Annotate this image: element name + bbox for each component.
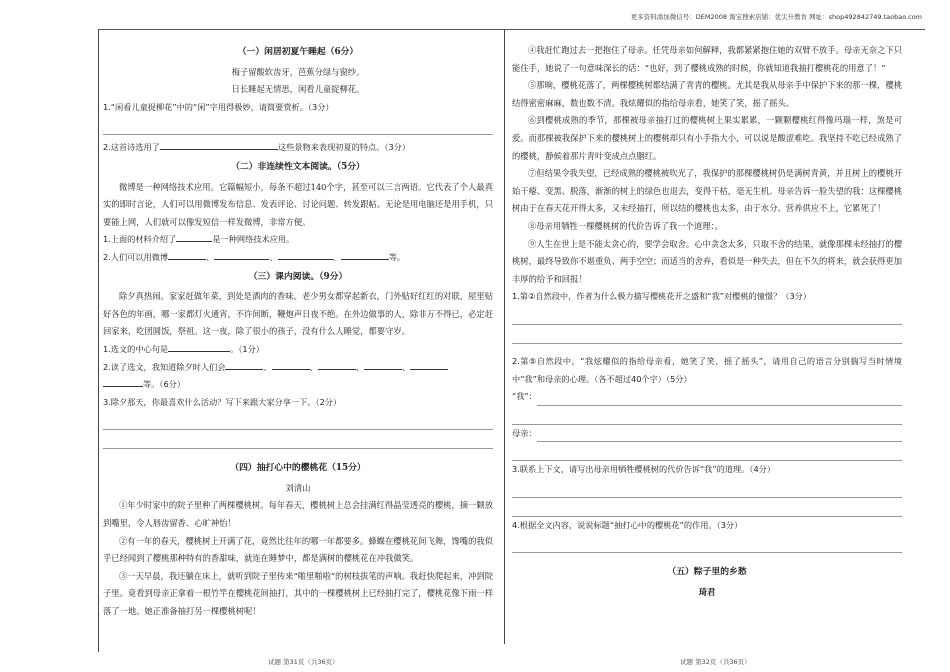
left-column [103,42,493,621]
answer-blank[interactable] [176,231,212,242]
question: 2.读了选文，我知道除夕时人们会 、 、 、 、 等。（6分） [103,359,493,394]
answer-blank[interactable] [272,359,310,370]
answer-blank[interactable] [103,376,143,387]
paragraph: ⑧母亲用牺牲一棵樱桃树的代价告诉了我一个道理：。 [528,220,723,231]
answer-blank[interactable] [214,249,269,260]
answer-blank[interactable] [168,249,206,260]
answer-blank[interactable] [168,341,230,352]
paragraph: ②有一年的春天，樱桃树上开满了花，竟然比往年的哪一年都要多。蜂蝶在樱桃花间飞舞，馋嘴的我似乎已经闻到了樱桃那种特有的香甜味，就连在睡梦中，都是满树的樱桃花在冲我微笑。 [103,535,493,564]
header-divider [98,29,925,30]
page-footer-right: 试题 第32页（共36页） [680,658,751,666]
question: 1.上面的材料介绍了 是一种网络技术应用。 [103,231,493,249]
paragraph: ④我赶忙跑过去一把抱住了母亲。任凭母亲如何解释，我都紧紧抱住她的双臂不放手。母亲无奈之下只能住手，她说了一句意味深长的话：“也好，到了樱桃成熟的时候，你就知道我抽打樱桃花的用意了！” [512,45,902,73]
poem-line: 日长睡起无情思，闲看儿童捉柳花。 [231,84,365,95]
answer-line[interactable] [537,388,902,406]
left-margin-line [98,30,99,652]
paragraph: ⑥到樱桃成熟的季节，那棵被母亲抽打过的樱桃树上果实累累，一颗颗樱桃红得像玛瑙一样，煞是可爱。而那棵被我保护下来的樱桃树上的樱桃却只有小手指大小，可以说是酸涩难吃。我坚持不吃已经成熟了的樱桃，静候着那片青叶变成点点胭红。 [512,115,902,161]
question: 4.根据全文内容，说说标题“抽打心中的樱桃花”的作用。（3分） [512,519,743,530]
answer-blank[interactable] [225,359,263,370]
question: 3.除夕那天，你最喜欢什么活动？写下来跟大家分享一下。（2分） [103,396,342,407]
question: 2.第⑤自然段中，“我炫耀似的指给母亲看，她笑了笑，摇了摇头”，请用自己的语言分别揣写当时情境中“我”和母亲的心理。（各不超过40个字）（5分） [512,355,902,384]
answer-line[interactable] [537,425,902,443]
question: 1.选文的中心句是 。（1分） [103,341,493,359]
answer-blank[interactable] [364,359,402,370]
question: 1.第②自然段中，作者为什么极力描写樱桃花开之盛和“我”对樱桃的憧憬？（3分） [512,291,812,302]
answer-blank[interactable] [278,249,333,260]
column-divider [504,30,505,644]
section-title: （五）粽子里的乡愁 [667,567,747,578]
paragraph: 微博是一种网络技术应用。它篇幅短小，每条不超过140个字，甚至可以三言两语。它代表了个人最真实的即时言论，人们可以用微博发布信息、发表评论、讨论问题、转发跟帖。无论是用电脑还是用手机，只要能上网，人们就可以像发短信一样发微博，非常方便。 [103,181,493,227]
answer-blank[interactable] [410,359,448,370]
answer-line[interactable] [512,479,902,498]
answer-blank[interactable] [318,359,356,370]
paragraph: ⑦但结果令我失望，已经成熟的樱桃被吹光了，我保护的那棵樱桃树仍是满树青黄，并且树上的樱桃开始干瘪、变黑、脱落，渐渐的树上的绿色也退去，变得干枯，毫无生机。母亲告诉一脸失望的我：这棵樱桃树由于在春天花开得太多，又未经抽打，所以结的樱桃也太多，由于水分、营养供应不上，它累死了！ [512,168,902,214]
answer-line[interactable] [512,442,902,461]
answer-line[interactable] [103,411,493,430]
section-title: （四）抽打心中的樱桃花（15分） [230,463,366,474]
answer-blank[interactable] [341,249,389,260]
answer-blank[interactable] [160,139,278,150]
answer-line[interactable] [512,406,902,425]
answer-row-me: “我”： [512,388,902,406]
answer-line[interactable] [512,325,902,344]
paragraph: ⑤那晌，樱桃花落了，两棵樱桃树都结满了青青的樱桃。尤其是我从母亲手中保护下来的那一棵，樱桃结得密密麻麻，数也数不清。我炫耀似的指给母亲看，她笑了笑，摇了摇头。 [512,80,902,108]
page-header: 更多资料添加微信号：DEM2008 淘宝搜索店铺：优尖升教育 网址：shop492842749.taobao.com [630,13,922,21]
question: 3.联系上下文，请写出母亲用牺牲樱桃树的代价告诉“我”的道理。（4分） [512,464,776,475]
answer-line[interactable] [512,306,902,325]
paragraph: ⑨人生在世上是不能太贪心的，要学会取舍。心中贪念太多，只取不舍的结果，就像那棵未经抽打的樱桃树，最终导致你不堪重负、两手空空；而适当的舍弃，看似是一种失去，但在不久的将来，就会获得更加丰厚的给予和回报！ [512,238,902,284]
author: 琦君 [698,587,716,598]
section-title: （三）课内阅读。（9分） [248,271,348,282]
question: 1.“闲看儿童捉柳花”中的“闲”字用得极妙，请简要赏析。（3分） [103,101,334,112]
page-footer-left: 试题 第31页（共36页） [268,658,339,666]
section-title: （一）闲居初夏午睡起（6分） [237,47,359,57]
paragraph: 除夕真热闹。家家赶做年菜，到处是酒肉的香味。老少男女都穿起新衣，门外贴好红红的对联，屋里贴好各色的年画，哪一家都灯火通宵，不许间断，鞭炮声日夜不绝。在外边做事的人，除非万不得已，必定赶回家来，吃团圆饭，祭祖。这一夜，除了很小的孩子，没有什么人睡觉，都要守岁。 [103,291,493,337]
question: 2.人们可以用微博 、 、 、 等。 [103,249,493,267]
paragraph: ①年少时家中的院子里种了两棵樱桃树。每年春天，樱桃树上总会挂满红得晶莹透亮的樱桃，摘一颗放到嘴里，令人唇齿留香、心旷神怡！ [103,500,493,529]
question: 2.这首诗选用了 这些景物来表现初夏的特点。（3分） [103,139,493,157]
answer-line[interactable] [103,116,493,135]
paragraph: ③一天早晨，我还躺在床上，就听到院子里传来“啪里啪啦”的树枝拔笔的声响。我赶快爬起来，冲到院子里。竟看到母亲正拿着一根竹竿在樱桃花间抽打，其中的一棵樱桃树上已经抽打完了，樱桃花像下雨一样落了一地。她正准备抽打另一棵樱桃树呢！ [103,570,493,617]
answer-line[interactable] [512,498,902,517]
section-title: （二）非连续性文本阅读。（5分） [231,161,365,172]
right-column [512,42,902,602]
answer-line[interactable] [103,430,493,449]
poem-line: 梅子留酸软齿牙，芭蕉分绿与窗纱。 [231,66,365,77]
answer-line[interactable] [512,534,902,553]
author: 刘清山 [285,482,311,493]
answer-row-mother: 母亲： [512,425,902,443]
